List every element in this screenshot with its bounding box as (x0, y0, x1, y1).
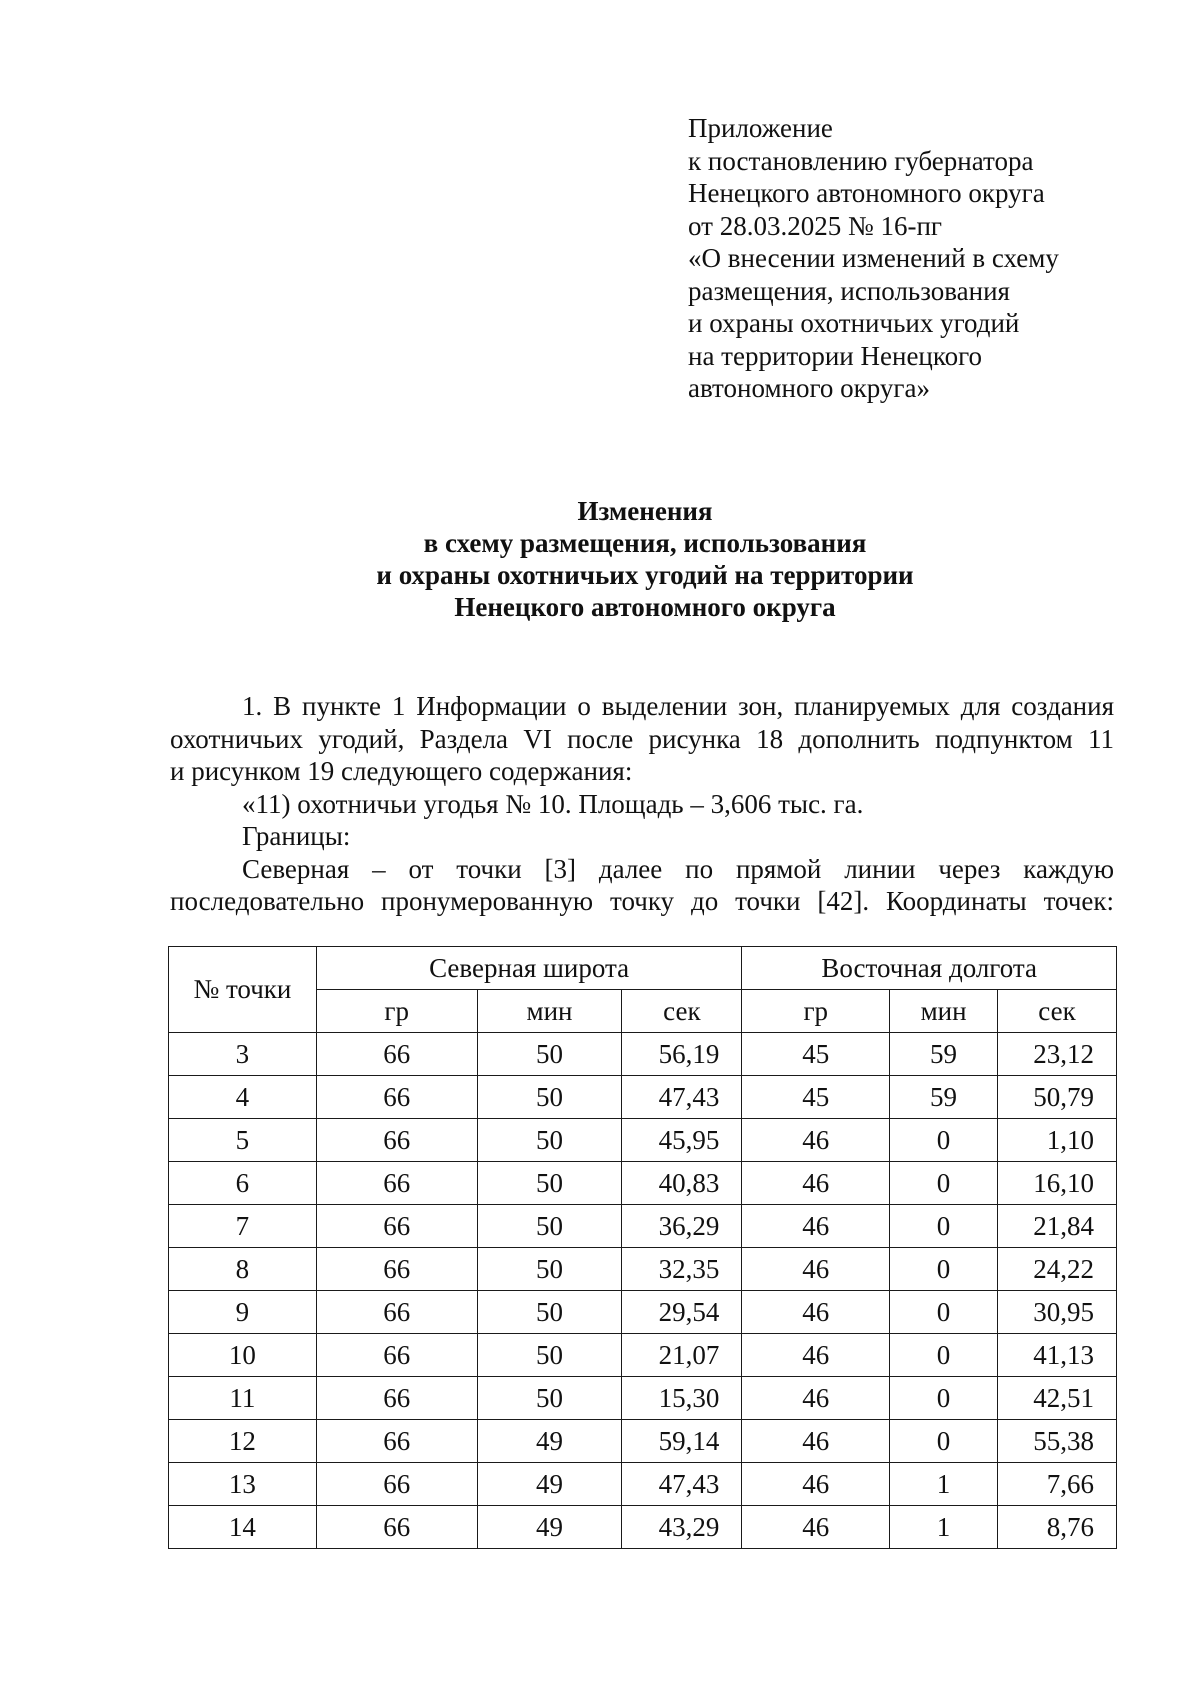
appendix-line: автономного округа» (688, 373, 930, 403)
table-row (169, 1033, 1117, 1076)
cell-lat-deg: 66 (316, 1420, 477, 1463)
subheader-lat-deg: гр (316, 990, 477, 1033)
cell-lon-min: 0 (890, 1334, 998, 1377)
cell-lat-deg: 66 (316, 1291, 477, 1334)
cell-lat-sec: 36,29 (622, 1205, 742, 1248)
appendix-line: и охраны охотничьих угодий (688, 308, 1020, 338)
cell-point-number: 3 (169, 1033, 317, 1076)
cell-lat-min: 50 (477, 1162, 622, 1205)
cell-lon-sec: 55,38 (998, 1420, 1117, 1463)
header-latitude: Северная широта (316, 947, 742, 990)
cell-lon-min: 0 (890, 1420, 998, 1463)
coordinates-table (168, 946, 1117, 1549)
cell-lon-sec: 8,76 (998, 1506, 1117, 1549)
cell-lon-sec: 42,51 (998, 1377, 1117, 1420)
cell-lon-deg: 46 (742, 1119, 890, 1162)
cell-point-number: 9 (169, 1291, 317, 1334)
table-row (169, 1420, 1117, 1463)
cell-point-number: 6 (169, 1162, 317, 1205)
coordinates-table-body (169, 1033, 1117, 1549)
cell-lon-deg: 46 (742, 1506, 890, 1549)
cell-lat-sec: 40,83 (622, 1162, 742, 1205)
cell-lon-sec: 1,10 (998, 1119, 1117, 1162)
appendix-block (688, 112, 1059, 405)
appendix-line: к постановлению губернатора (688, 145, 1034, 176)
cell-lat-sec: 56,19 (622, 1033, 742, 1076)
cell-point-number: 4 (169, 1076, 317, 1119)
appendix-line: от 28.03.2025 № 16-пг (688, 210, 942, 241)
cell-lat-sec: 47,43 (622, 1076, 742, 1119)
paragraph-borders-heading: Границы: (242, 821, 351, 851)
cell-point-number: 7 (169, 1205, 317, 1248)
appendix-line: «О внесении изменений в схему (688, 243, 1059, 273)
appendix-line: на территории Ненецкого (688, 340, 983, 371)
cell-lon-min: 0 (890, 1248, 998, 1291)
header-longitude: Восточная долгота (742, 947, 1117, 990)
cell-lon-deg: 45 (742, 1033, 890, 1076)
title-line: Ненецкого автономного округа (454, 592, 836, 622)
cell-lat-min: 49 (477, 1506, 622, 1549)
cell-lon-sec: 23,12 (998, 1033, 1117, 1076)
subheader-lat-sec: сек (622, 990, 742, 1033)
cell-point-number: 5 (169, 1119, 317, 1162)
cell-lat-sec: 15,30 (622, 1377, 742, 1420)
cell-lat-min: 50 (477, 1205, 622, 1248)
paragraph-north-line: последовательно пронумерованную точку до точки [42]. Координаты точек: (170, 886, 1114, 916)
cell-lon-min: 1 (890, 1506, 998, 1549)
cell-lat-min: 50 (477, 1291, 622, 1334)
cell-lon-min: 1 (890, 1463, 998, 1506)
cell-point-number: 11 (169, 1377, 317, 1420)
subheader-lat-min: мин (477, 990, 622, 1033)
cell-lat-deg: 66 (316, 1463, 477, 1506)
cell-lat-min: 50 (477, 1377, 622, 1420)
table-row (169, 1248, 1117, 1291)
cell-lon-deg: 46 (742, 1162, 890, 1205)
cell-lat-deg: 66 (316, 1076, 477, 1119)
cell-point-number: 14 (169, 1506, 317, 1549)
paragraph-1-line: охотничьих угодий, Раздела VI после рисунка 18 дополнить подпунктом 11 (170, 723, 1114, 754)
cell-lon-min: 59 (890, 1033, 998, 1076)
table-row (169, 1377, 1117, 1420)
paragraph-area: «11) охотничьи угодья № 10. Площадь – 3,606 тыс. га. (242, 788, 864, 819)
cell-lat-deg: 66 (316, 1377, 477, 1420)
cell-lat-sec: 59,14 (622, 1420, 742, 1463)
cell-lon-deg: 46 (742, 1248, 890, 1291)
cell-lat-deg: 66 (316, 1506, 477, 1549)
title-line: и охраны охотничьих угодий на территории (376, 560, 914, 590)
document-body (170, 690, 1114, 918)
cell-lon-sec: 24,22 (998, 1248, 1117, 1291)
table-row (169, 1205, 1117, 1248)
table-row (169, 1076, 1117, 1119)
subheader-lon-min: мин (890, 990, 998, 1033)
cell-lat-min: 50 (477, 1119, 622, 1162)
cell-lon-sec: 50,79 (998, 1076, 1117, 1119)
paragraph-1-line: и рисунком 19 следующего содержания: (170, 756, 633, 786)
cell-lon-min: 0 (890, 1205, 998, 1248)
title-line: в схему размещения, использования (423, 528, 867, 558)
cell-lat-sec: 29,54 (622, 1291, 742, 1334)
table-row (169, 1162, 1117, 1205)
appendix-line: размещения, использования (688, 275, 1010, 306)
cell-lat-deg: 66 (316, 1162, 477, 1205)
header-point-number: № точки (169, 947, 317, 1033)
cell-lon-deg: 46 (742, 1291, 890, 1334)
paragraph-1-line: 1. В пункте 1 Информации о выделении зон, планируемых для создания (242, 691, 1114, 721)
cell-point-number: 8 (169, 1248, 317, 1291)
cell-lon-deg: 46 (742, 1377, 890, 1420)
cell-lat-sec: 32,35 (622, 1248, 742, 1291)
appendix-line: Приложение (688, 113, 833, 143)
cell-lon-min: 59 (890, 1076, 998, 1119)
cell-lon-sec: 30,95 (998, 1291, 1117, 1334)
cell-lon-min: 0 (890, 1377, 998, 1420)
cell-lon-deg: 46 (742, 1463, 890, 1506)
cell-lat-deg: 66 (316, 1334, 477, 1377)
cell-lat-min: 50 (477, 1033, 622, 1076)
cell-lat-deg: 66 (316, 1119, 477, 1162)
table-row (169, 1119, 1117, 1162)
cell-lon-deg: 45 (742, 1076, 890, 1119)
table-row (169, 1291, 1117, 1334)
cell-lat-min: 50 (477, 1248, 622, 1291)
cell-lon-deg: 46 (742, 1205, 890, 1248)
cell-point-number: 13 (169, 1463, 317, 1506)
cell-lon-min: 0 (890, 1119, 998, 1162)
cell-lon-deg: 46 (742, 1420, 890, 1463)
cell-lat-sec: 47,43 (622, 1463, 742, 1506)
cell-lat-deg: 66 (316, 1248, 477, 1291)
cell-lon-sec: 21,84 (998, 1205, 1117, 1248)
table-row (169, 1463, 1117, 1506)
cell-lon-deg: 46 (742, 1334, 890, 1377)
cell-point-number: 10 (169, 1334, 317, 1377)
cell-lat-sec: 45,95 (622, 1119, 742, 1162)
cell-lat-min: 50 (477, 1334, 622, 1377)
cell-lat-sec: 43,29 (622, 1506, 742, 1549)
title-line: Изменения (577, 496, 713, 526)
cell-point-number: 12 (169, 1420, 317, 1463)
cell-lat-min: 49 (477, 1420, 622, 1463)
document-title (170, 495, 1120, 623)
cell-lat-sec: 21,07 (622, 1334, 742, 1377)
table-row (169, 1506, 1117, 1549)
cell-lat-deg: 66 (316, 1033, 477, 1076)
subheader-lon-deg: гр (742, 990, 890, 1033)
table-row (169, 1334, 1117, 1377)
paragraph-north-line: Северная – от точки [3] далее по прямой линии через каждую (242, 853, 1114, 884)
cell-lon-min: 0 (890, 1291, 998, 1334)
cell-lon-sec: 7,66 (998, 1463, 1117, 1506)
cell-lon-min: 0 (890, 1162, 998, 1205)
cell-lon-sec: 41,13 (998, 1334, 1117, 1377)
cell-lat-min: 50 (477, 1076, 622, 1119)
cell-lon-sec: 16,10 (998, 1162, 1117, 1205)
cell-lat-deg: 66 (316, 1205, 477, 1248)
appendix-line: Ненецкого автономного округа (688, 178, 1045, 208)
cell-lat-min: 49 (477, 1463, 622, 1506)
subheader-lon-sec: сек (998, 990, 1117, 1033)
